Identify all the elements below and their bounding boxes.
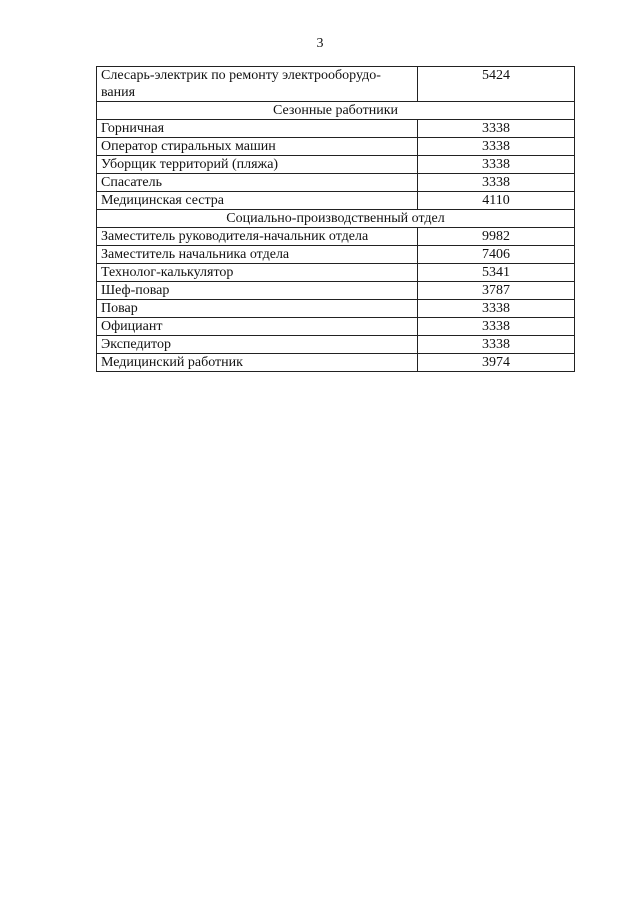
salary-value: 3338: [418, 138, 575, 156]
salary-value: 3338: [418, 156, 575, 174]
position-name-line: Слесарь-электрик по ремонту электрооборудо-: [101, 68, 381, 83]
position-name: Заместитель начальника отдела: [97, 246, 418, 264]
salary-value: 5424: [418, 67, 575, 102]
salary-value: 9982: [418, 228, 575, 246]
position-name: Оператор стиральных машин: [97, 138, 418, 156]
position-name: Уборщик территорий (пляжа): [97, 156, 418, 174]
table-row: [97, 138, 575, 156]
section-title: Социально-производственный отдел: [97, 210, 575, 228]
position-name: Горничная: [97, 120, 418, 138]
salary-value: 5341: [418, 264, 575, 282]
section-header-row: [97, 102, 575, 120]
position-name: Технолог-калькулятор: [97, 264, 418, 282]
position-name: Шеф-повар: [97, 282, 418, 300]
table-row: [97, 120, 575, 138]
position-name: Повар: [97, 300, 418, 318]
salary-value: 3338: [418, 318, 575, 336]
table-row: [97, 264, 575, 282]
salary-table: [96, 66, 575, 372]
table-row: [97, 354, 575, 372]
table-row: [97, 174, 575, 192]
table-row: [97, 246, 575, 264]
page-number: 3: [316, 36, 324, 51]
salary-value: 3338: [418, 174, 575, 192]
salary-value: 3974: [418, 354, 575, 372]
salary-value: 3338: [418, 120, 575, 138]
table-row: [97, 300, 575, 318]
table-row: [97, 318, 575, 336]
position-name: Медицинская сестра: [97, 192, 418, 210]
salary-value: 4110: [418, 192, 575, 210]
position-name: Заместитель руководителя-начальник отдела: [97, 228, 418, 246]
position-name: Медицинский работник: [97, 354, 418, 372]
section-title: Сезонные работники: [97, 102, 575, 120]
table-row: [97, 156, 575, 174]
table-row: [97, 228, 575, 246]
position-name: Экспедитор: [97, 336, 418, 354]
position-name-line: вания: [101, 85, 136, 100]
table-row: [97, 282, 575, 300]
salary-value: 3338: [418, 336, 575, 354]
salary-value: 3787: [418, 282, 575, 300]
table-row: [97, 192, 575, 210]
position-name: [97, 67, 418, 102]
position-name: Спасатель: [97, 174, 418, 192]
position-name: Официант: [97, 318, 418, 336]
salary-value: 3338: [418, 300, 575, 318]
salary-value: 7406: [418, 246, 575, 264]
table-row: [97, 67, 575, 102]
section-header-row: [97, 210, 575, 228]
table-row: [97, 336, 575, 354]
